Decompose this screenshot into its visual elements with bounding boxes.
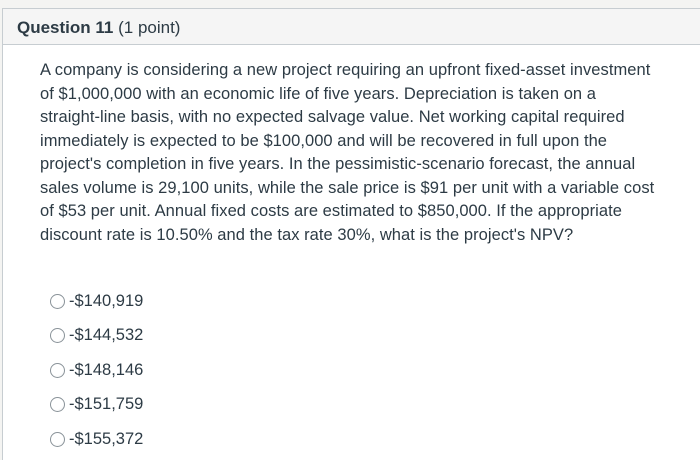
question-text-line: immediately is expected to be $100,000 and will be recovered in full upon the [40, 131, 608, 150]
question-points: (1 point) [118, 18, 181, 37]
answer-options [50, 284, 350, 457]
answer-option-5[interactable] [50, 422, 350, 457]
answer-option-3[interactable] [50, 353, 350, 388]
radio-button[interactable] [50, 397, 65, 412]
answer-label[interactable]: -$148,146 [69, 360, 144, 379]
radio-button[interactable] [50, 294, 65, 309]
answer-option-4[interactable] [50, 388, 350, 423]
question-text-line: of $53 per unit. Annual fixed costs are estimated to $850,000. If the appropriate [40, 202, 622, 220]
question-header [3, 9, 700, 45]
radio-button[interactable] [50, 363, 65, 378]
question-text-line: of $1,000,000 with an economic life of five years. Depreciation is taken on a [40, 84, 597, 103]
radio-button[interactable] [50, 432, 65, 447]
question-text-line: straight-line basis, with no expected salvage value. Net working capital required [40, 108, 625, 126]
question-title: Question 11 [17, 18, 114, 37]
answer-option-2[interactable] [50, 319, 350, 354]
answer-label[interactable]: -$151,759 [69, 395, 144, 414]
answer-label[interactable]: -$144,532 [69, 326, 144, 345]
answer-label[interactable]: -$140,919 [69, 291, 144, 310]
answer-option-1[interactable] [50, 284, 350, 319]
question-text-line: discount rate is 10.50% and the tax rate 30%, what is the project's NPV? [40, 225, 574, 244]
question-text-line: sales volume is 29,100 units, while the sale price is $91 per unit with a variable cost [40, 178, 655, 197]
question-text [40, 59, 690, 247]
question-text-line: project's completion in five years. In the pessimistic-scenario forecast, the annual [40, 155, 636, 173]
question-text-line: A company is considering a new project requiring an upfront fixed-asset investment [40, 61, 651, 79]
radio-button[interactable] [50, 328, 65, 343]
answer-label[interactable]: -$155,372 [69, 429, 144, 448]
